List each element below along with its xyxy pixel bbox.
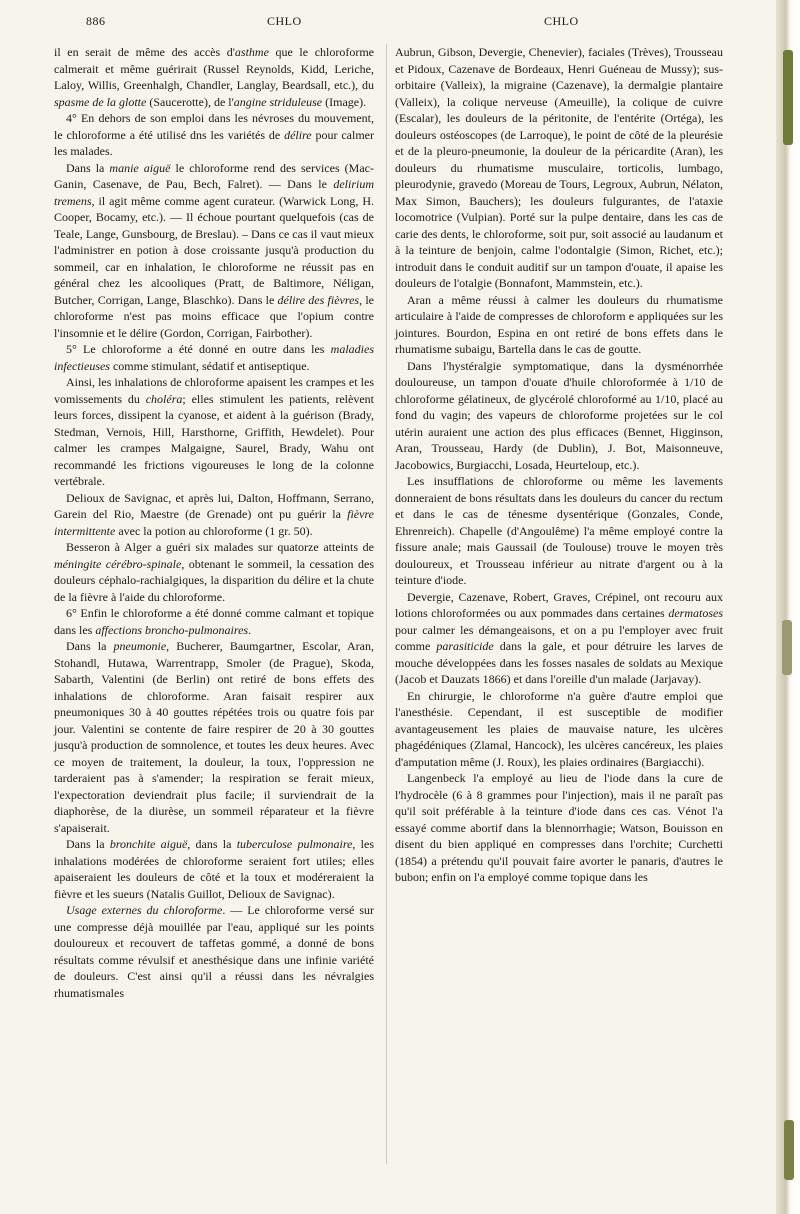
right-paragraph: En chirurgie, le chloroforme n'a guère d'autre emploi que l'anesthésie. Cependant, il est susceptible de modifier avantageusement les plaies de mauvaise nature, les ulcères phagédéniques (Zlamal, Hancock), les ulcères cancéreux, les plaies d'amputation même (J. Roux), les plaies ordinaires (Bargiacchi). [395,688,723,769]
right-paragraph: Devergie, Cazenave, Robert, Graves, Crépinel, ont recouru aux lotions chloroformées ou aux pommades dans certaines dermatoses pour calmer les démangeaisons, et on a pu l'employer avec fruit comme parasiticide dans la gale, et pour détruire les larves de mouche développées dans les fosses nasales de soldats au Mexique (Jacob et Dauzats 1866) et dans l'oreille d'un malade (Jarjavay). [395,589,724,686]
right-paragraph: Langenbeck l'a employé au lieu de l'iode dans la cure de l'hydrocèle (6 à 8 grammes pour l'injection), mais il ne paraît pas qu'il soit préférable à la teinture d'iode dans ces cas. Vénot l'a essayé comme abortif dans la blennorrhagie; Watson, Bouisson en disent du bien appliqué en compresses dans l'orchite; Curchetti (1854) a prétendu qu'il pouvait faire avorter le panaris, d'autres le bubon; enfin on l'a employé comme topique dans les [395,771,723,884]
running-head-left: CHLO [267,14,302,28]
right-column [395,44,723,886]
running-head-right: CHLO [544,14,579,28]
right-paragraph: Les insufflations de chloroforme ou même les lavements donneraient de bons résultats dans les douleurs du cancer du rectum et dans le cas de ténesme dysentérique (Gonzales, Conde, Ehrenreich). Chapelle (d'Angoulême) l'a même employé contre la fissure anale; mais Gaussail (de Toulouse) trouve le moyen très douloureux, et Trousseau inférieur au nitrate d'argent ou à la teinture d'iode. [395,474,723,587]
left-column [54,44,374,1001]
right-paragraph: Aran a même réussi à calmer les douleurs du rhumatisme articulaire à l'aide de compresses de chloroform e appliquées sur les jointures. Bourdon, Espina en ont retiré de bons effets dans le rhumatisme subaigu, Bartella dans le cas de goutte. [395,292,723,356]
page-edge-stain [783,50,793,145]
left-paragraph: Besseron à Alger a guéri six malades sur quatorze atteints de méningite cérébro-spinale, obtenant le sommeil, la cessation des douleurs céphalo-rachialgiques, la disparition du délire et la chute de la fièvre à l'aide du chloroforme. [54,540,374,604]
left-paragraph: Usage externes du chloroforme. — Le chloroforme versé sur une compresse déjà mouillée par l'eau, appliqué sur les points douloureux et recouvert de taffetas gommé, a donné de bons résultats comme révulsif et anesthésique dans une infinie variété de douleurs. C'est ainsi qu'il a réussi dans les névralgies rhumatismales [54,903,374,1000]
left-paragraph: Ainsi, les inhalations de chloroforme apaisent les crampes et les vomissements du choléra; elles stimulent les patients, relèvent leurs forces, dissipent la cyanose, et aident à la guérison (Brady, Stedman, Vernois, Hill, Harsthorne, Griffith, Hewdelet). Pour calmer les crampes Malgaigne, Saurel, Brady, Wahu ont recommandé les frictions vigoureuses le long de la colonne vertébrale. [54,375,374,488]
left-paragraph: Dans la manie aiguë le chloroforme rend des services (Mac-Ganin, Casenave, de Pau, Bech, Falret). — Dans le delirium tremens, il agit même comme agent curateur. (Warwick Long, H. Cooper, Bocamy, etc.). — Il échoue pourtant quelquefois (cas de Teale, Lange, Gunsbourg, de Breslau). – Dans ce cas il vaut mieux l'administrer en potion à dose croissante jusqu'à production du sommeil, car en inhalation, le chloroforme ne réussit pas en général chez les alcooliques (Pratt, de Baltimore, Néligan, Butcher, Corrigan, Lange, Blaschko). Dans le délire des fièvres, le chloroforme n'est pas moins efficace que l'opium contre l'insomnie et le délire (Gordon, Corrigan, Fairbother). [54,160,374,340]
left-paragraph: 4° En dehors de son emploi dans les névroses du mouvement, le chloroforme a été utilisé dns les variétés de délire pour calmer les malades. [54,111,374,158]
right-paragraph: Aubrun, Gibson, Devergie, Chenevier), faciales (Trèves), Trousseau et Pidoux, Cazenave de Bordeaux, Henri Guéneau de Mussy); sus-orbitaire (Valleix), la migraine (Cazenave), la dermalgie plantaire (Valleix), la colique nerveuse (Ameuille), la colique de cuivre (Escalar), les douleurs de la péritonite, de l'entérite (Ortéga), les douleurs ostéoscopes (de Larroque), le point de côté de la pleurésie et de la pleuro-pneumonie, la douleur de la péricardite (Aran), les douleurs du rhumatisme musculaire, torticolis, lumbago, pleurodynie, gravedo (Moreau de Tours, Legroux, Aubrun, Nélaton, Max Simon, Bauchers); les douleurs fulgurantes, de l'ataxie locomotrice (Vulpian). Porté sur la pulpe dentaire, dans les cas de carie des dents, le chloroforme, soit pur, soit associé au laudanum et à la teinture de benjoin, calme l'odontalgie (Simon, Richet, etc.); introduit dans le conduit auditif sur un tampon d'ouate, il apaise les douleurs de l'otalgie (Bonnafont, Mammstein, etc.). [395,45,723,290]
left-paragraph: 5° Le chloroforme a été donné en outre dans les maladies infectieuses comme stimulant, sédatif et antiseptique. [54,342,374,373]
right-paragraph: Dans l'hystéralgie symptomatique, dans la dysménorrhée douloureuse, un tampon d'ouate d'huile chloroformée à 1/10 de chloroforme gélatineux, de glycérolé chloroformé au 1/10, placé au fond du vagin; des vapeurs de chloroforme projetées sur le col utérin auraient une action des plus efficaces (Bennet, Higginson, Aran, Trousseau, Hardy (de Dublin), J. Bot, Maisonneuve, Jacobowics, Burgiacchi, Losada, Heurteloup, etc.). [395,358,723,472]
running-header [0,10,776,32]
left-paragraph: Dans la bronchite aiguë, dans la tuberculose pulmonaire, les inhalations modérées de chloroforme seraient fort utiles; elles apaiseraient les douleurs de côté et la toux et modéreraient la fièvre et les sueurs (Natalis Guillot, Delioux de Savignac). [54,837,374,901]
page-edge-stain [782,620,792,675]
left-paragraph: 6° Enfin le chloroforme a été donné comme calmant et topique dans les affections broncho-pulmonaires. [54,606,374,637]
column-gutter [386,44,387,1164]
page-number: 886 [86,14,106,28]
page-edge-stain [784,1120,794,1180]
left-paragraph: Delioux de Savignac, et après lui, Dalton, Hoffmann, Serrano, Garein del Rio, Maestre (de Grenade) ont pu guérir la fièvre intermittente avec la potion au chloroforme (1 gr. 50). [54,490,374,538]
left-paragraph: Dans la pneumonie, Bucherer, Baumgartner, Escolar, Aran, Stohandl, Hutawa, Warrentrapp, Smoler (de Prague), Skoda, Sabarth, Valentini (de Berlin) ont retiré de bons effets des inhalations de chloroforme. Aran faisait respirer aux pneumoniques 30 à 40 gouttes répétées trois ou quatre fois par jour. Valentini se contente de faire respirer de 20 à 30 gouttes jusqu'à production de somnolence, et toutes les deux heures. Avec ce moyen de traitement, la douleur, la toux, l'oppression ne tarderaient pas à s'amender; la respiration se ferait mieux, l'expectoration deviendrait plus facile; il surviendrait de la diaphorèse, de la diurèse, un sommeil réparateur et la fièvre s'apaiserait. [54,639,374,835]
left-paragraph: il en serait de même des accès d'asthme que le chloroforme calmerait et même guérirait (Russel Reynolds, Kidd, Leriche, Laloy, Willis, Greenhalgh, Chandler, Langlay, Beardsall, etc.), du spasme de la glotte (Saucerotte), de l'angine striduleuse (Image). [54,45,374,109]
page-edge [776,0,800,1214]
